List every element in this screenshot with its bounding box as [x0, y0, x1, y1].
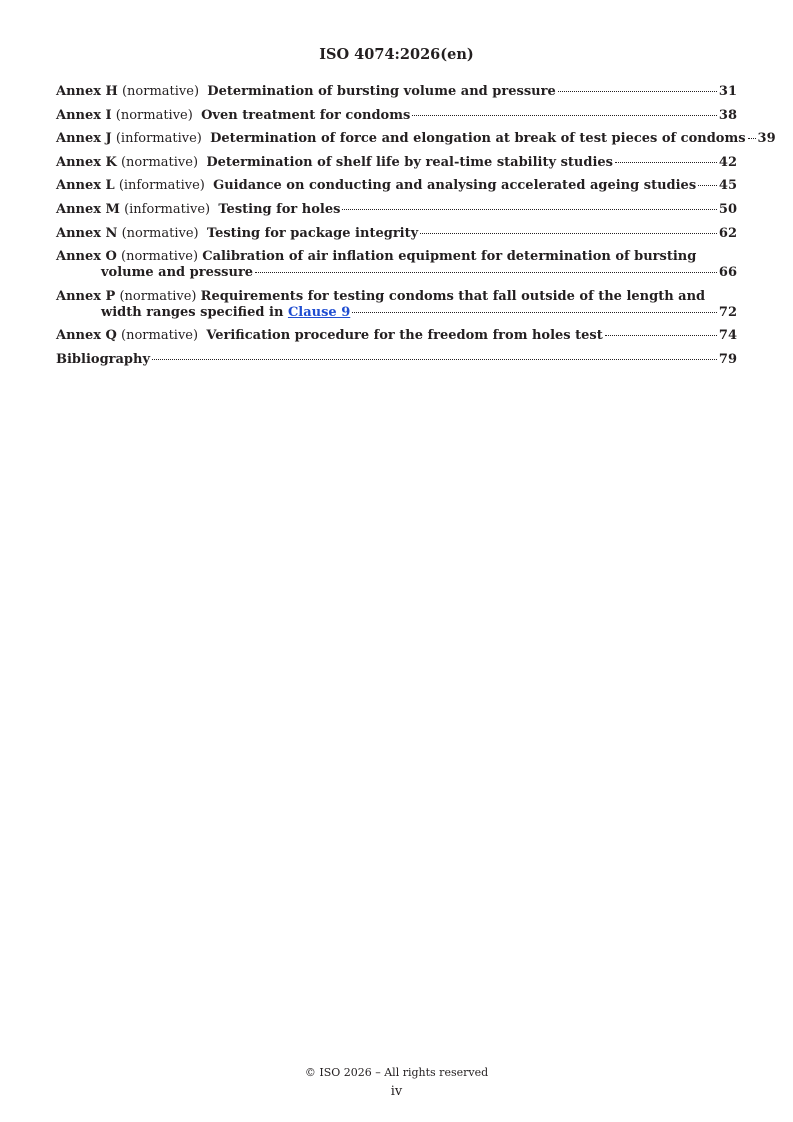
toc-entry-annex-p[interactable] — [56, 289, 737, 321]
page-number: 42 — [718, 154, 737, 170]
annex-title-continued: volume and pressure — [101, 265, 254, 281]
toc-entry-annex-i[interactable] — [56, 108, 737, 124]
page-number: 38 — [718, 107, 737, 123]
annex-type: (normative) — [120, 154, 199, 170]
toc-entry-title — [56, 328, 603, 344]
toc-entry-bibliography[interactable] — [56, 352, 737, 368]
annex-title: Determination of shelf life by real-time stability studies — [206, 154, 613, 170]
dot-leader — [558, 91, 717, 92]
clause-9-link[interactable]: Clause 9 — [287, 304, 351, 320]
toc-entry-title-line1 — [56, 249, 737, 265]
dot-leader — [615, 162, 717, 163]
annex-title: Oven treatment for condoms — [201, 107, 411, 123]
annex-label: Annex J — [56, 131, 112, 147]
toc-entry-annex-h[interactable] — [56, 84, 737, 100]
dot-leader — [352, 312, 717, 313]
page-number: 31 — [718, 84, 737, 99]
toc-entry-title — [56, 155, 613, 171]
annex-label: Annex N — [56, 225, 118, 241]
annex-title: Requirements for testing condoms that fall outside of the length and — [200, 288, 706, 304]
annex-label: Annex I — [56, 107, 112, 123]
annex-label: Annex Q — [56, 328, 117, 344]
annex-type: (normative) — [121, 328, 199, 344]
annex-title: Testing for package integrity — [206, 225, 419, 241]
annex-type: (normative) — [119, 288, 197, 304]
document-header: ISO 4074:2026(en) — [319, 46, 474, 63]
dot-leader — [605, 335, 717, 336]
annex-type: (informative) — [118, 178, 205, 194]
annex-title: Verification procedure for the freedom from holes test — [206, 328, 603, 344]
annex-label: Annex P — [56, 288, 116, 304]
page-number: 45 — [718, 178, 737, 194]
annex-title: Determination of bursting volume and pressure — [207, 84, 556, 99]
toc-entry-title — [56, 108, 410, 124]
toc-entry-annex-m[interactable] — [56, 202, 737, 218]
dot-leader — [748, 138, 756, 139]
dot-leader — [342, 209, 716, 210]
annex-type: (normative) — [115, 107, 193, 123]
toc-entry-title — [56, 202, 340, 218]
dot-leader — [255, 272, 717, 273]
page-number: 50 — [718, 201, 737, 217]
footer-copyright: © ISO 2026 – All rights reserved — [304, 1066, 489, 1079]
annex-title-text: width ranges specified in — [101, 304, 284, 320]
toc-entry-annex-o[interactable] — [56, 249, 737, 281]
toc-entry-title — [56, 131, 746, 147]
annex-title: Calibration of air inflation equipment for determination of bursting — [202, 249, 697, 265]
page-number: 72 — [718, 304, 737, 320]
annex-label: Annex K — [56, 154, 117, 170]
page-number: 39 — [757, 131, 776, 147]
annex-type: (informative) — [124, 201, 211, 217]
toc-entry-title — [56, 178, 696, 194]
annex-label: Annex L — [56, 178, 115, 194]
footer-page-number: iv — [390, 1084, 403, 1099]
toc-entry-annex-q[interactable] — [56, 328, 737, 344]
annex-title: Guidance on conducting and analysing accelerated ageing studies — [213, 178, 697, 194]
annex-label: Annex H — [56, 84, 118, 99]
dot-leader — [698, 185, 717, 186]
toc-entry-annex-l[interactable] — [56, 178, 737, 194]
annex-title: Testing for holes — [218, 201, 341, 217]
annex-title-continued — [101, 305, 350, 321]
toc-entry-annex-k[interactable] — [56, 155, 737, 171]
toc-entry-annex-n[interactable] — [56, 226, 737, 242]
page-number: 74 — [718, 328, 737, 344]
page-number: 79 — [718, 351, 737, 367]
annex-type: (informative) — [115, 131, 202, 147]
dot-leader — [420, 233, 717, 234]
toc-entry-title-line1 — [56, 289, 737, 305]
page-number: 62 — [718, 225, 737, 241]
annex-type: (normative) — [121, 249, 199, 265]
dot-leader — [152, 359, 717, 360]
toc-entry-title: Bibliography — [56, 351, 151, 367]
annex-type: (normative) — [121, 225, 199, 241]
table-of-contents — [56, 84, 776, 376]
annex-type: (normative) — [121, 84, 200, 99]
toc-entry-title — [56, 84, 556, 100]
toc-entry-title — [56, 226, 418, 242]
annex-label: Annex M — [56, 201, 120, 217]
page-number: 66 — [718, 265, 737, 281]
toc-entry-annex-j[interactable] — [56, 131, 776, 147]
dot-leader — [412, 115, 717, 116]
annex-label: Annex O — [56, 249, 117, 265]
annex-title: Determination of force and elongation at break of test pieces of condoms — [210, 131, 746, 147]
